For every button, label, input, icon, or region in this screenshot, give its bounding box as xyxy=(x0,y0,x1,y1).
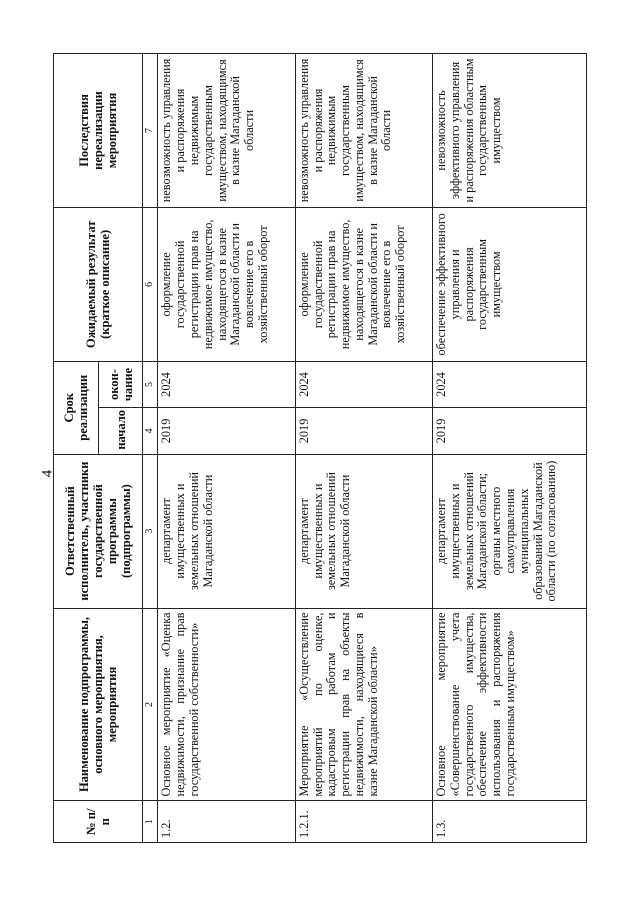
row-expected-result: обеспечение эффективного управления и распоряжения государственным имуществом xyxy=(433,207,587,361)
program-activities-table xyxy=(53,53,587,843)
col-number: 1 xyxy=(143,801,158,843)
row-executor: департамент имущественных и земельных отношений Магаданской области; органы местного самоуправления муниципальных образований Магаданской области (по согласованию) xyxy=(433,454,587,608)
row-activity-name: Основное мероприятие «Оценка недвижимости, признание прав государственной собственности» xyxy=(158,608,295,801)
row-consequence: невозможность управления и распоряжения недвижимым государственным имуществом, находящимся в казне Магаданской области xyxy=(158,54,295,208)
header-activity-name: Наименование подпрограммы, основного мероприятия, мероприятия xyxy=(54,608,143,801)
col-number: 4 xyxy=(143,408,158,454)
row-number: 1.2.1. xyxy=(295,801,432,843)
row-start-year: 2019 xyxy=(295,408,432,454)
header-executor: Ответственный исполнитель, участники государственной программы (подпрограммы) xyxy=(54,454,143,608)
col-number: 7 xyxy=(143,54,158,208)
row-executor: департамент имущественных и земельных отношений Магаданской области xyxy=(158,454,295,608)
row-end-year: 2024 xyxy=(295,361,432,407)
col-number: 5 xyxy=(143,361,158,407)
row-number: 1.3. xyxy=(433,801,587,843)
table-row xyxy=(295,54,432,843)
column-number-row xyxy=(143,54,158,843)
row-consequence: невозможность эффективного управления и распоряжения областным государственным имуществом xyxy=(433,54,587,208)
table-row xyxy=(433,54,587,843)
page-number: 4 xyxy=(39,469,56,478)
row-consequence: невозможность управления и распоряжения недвижимым государственным имуществом, находящимся в казне Магаданской области xyxy=(295,54,432,208)
row-activity-name: Мероприятие «Осуществление мероприятий по оценке, кадастровым работам и регистрации прав на объекты недвижимости, находящиеся в казне Магаданской области» xyxy=(295,608,432,801)
row-end-year: 2024 xyxy=(433,361,587,407)
row-start-year: 2019 xyxy=(433,408,587,454)
row-end-year: 2024 xyxy=(158,361,295,407)
header-start: начало xyxy=(98,408,143,454)
header-term: Срок реализации xyxy=(54,361,99,454)
header-number: № п/п xyxy=(54,801,143,843)
col-number: 6 xyxy=(143,207,158,361)
row-executor: департамент имущественных и земельных отношений Магаданской области xyxy=(295,454,432,608)
col-number: 2 xyxy=(143,608,158,801)
header-expected-result: Ожидаемый результат (краткое описание) xyxy=(54,207,143,361)
table-row xyxy=(158,54,295,843)
row-number: 1.2. xyxy=(158,801,295,843)
row-expected-result: оформление государственной регистрации прав на недвижимое имущество, находящегося в казне Магаданской области и вовлечение его в хозяйственный оборот xyxy=(158,207,295,361)
header-consequences: Последствия нереализации мероприятия xyxy=(54,54,143,208)
row-activity-name: Основное мероприятие «Совершенствование учета государственного имущества, обеспечение эффективности использования и распоряжения государственным имуществом» xyxy=(433,608,587,801)
header-end: окон-чание xyxy=(98,361,143,407)
row-start-year: 2019 xyxy=(158,408,295,454)
row-expected-result: оформление государственной регистрации прав на недвижимое имущество, находящегося в казне Магаданской области и вовлечение его в хозяйственный оборот xyxy=(295,207,432,361)
rotated-page-content xyxy=(53,53,587,843)
table-header-row xyxy=(54,54,99,843)
col-number: 3 xyxy=(143,454,158,608)
